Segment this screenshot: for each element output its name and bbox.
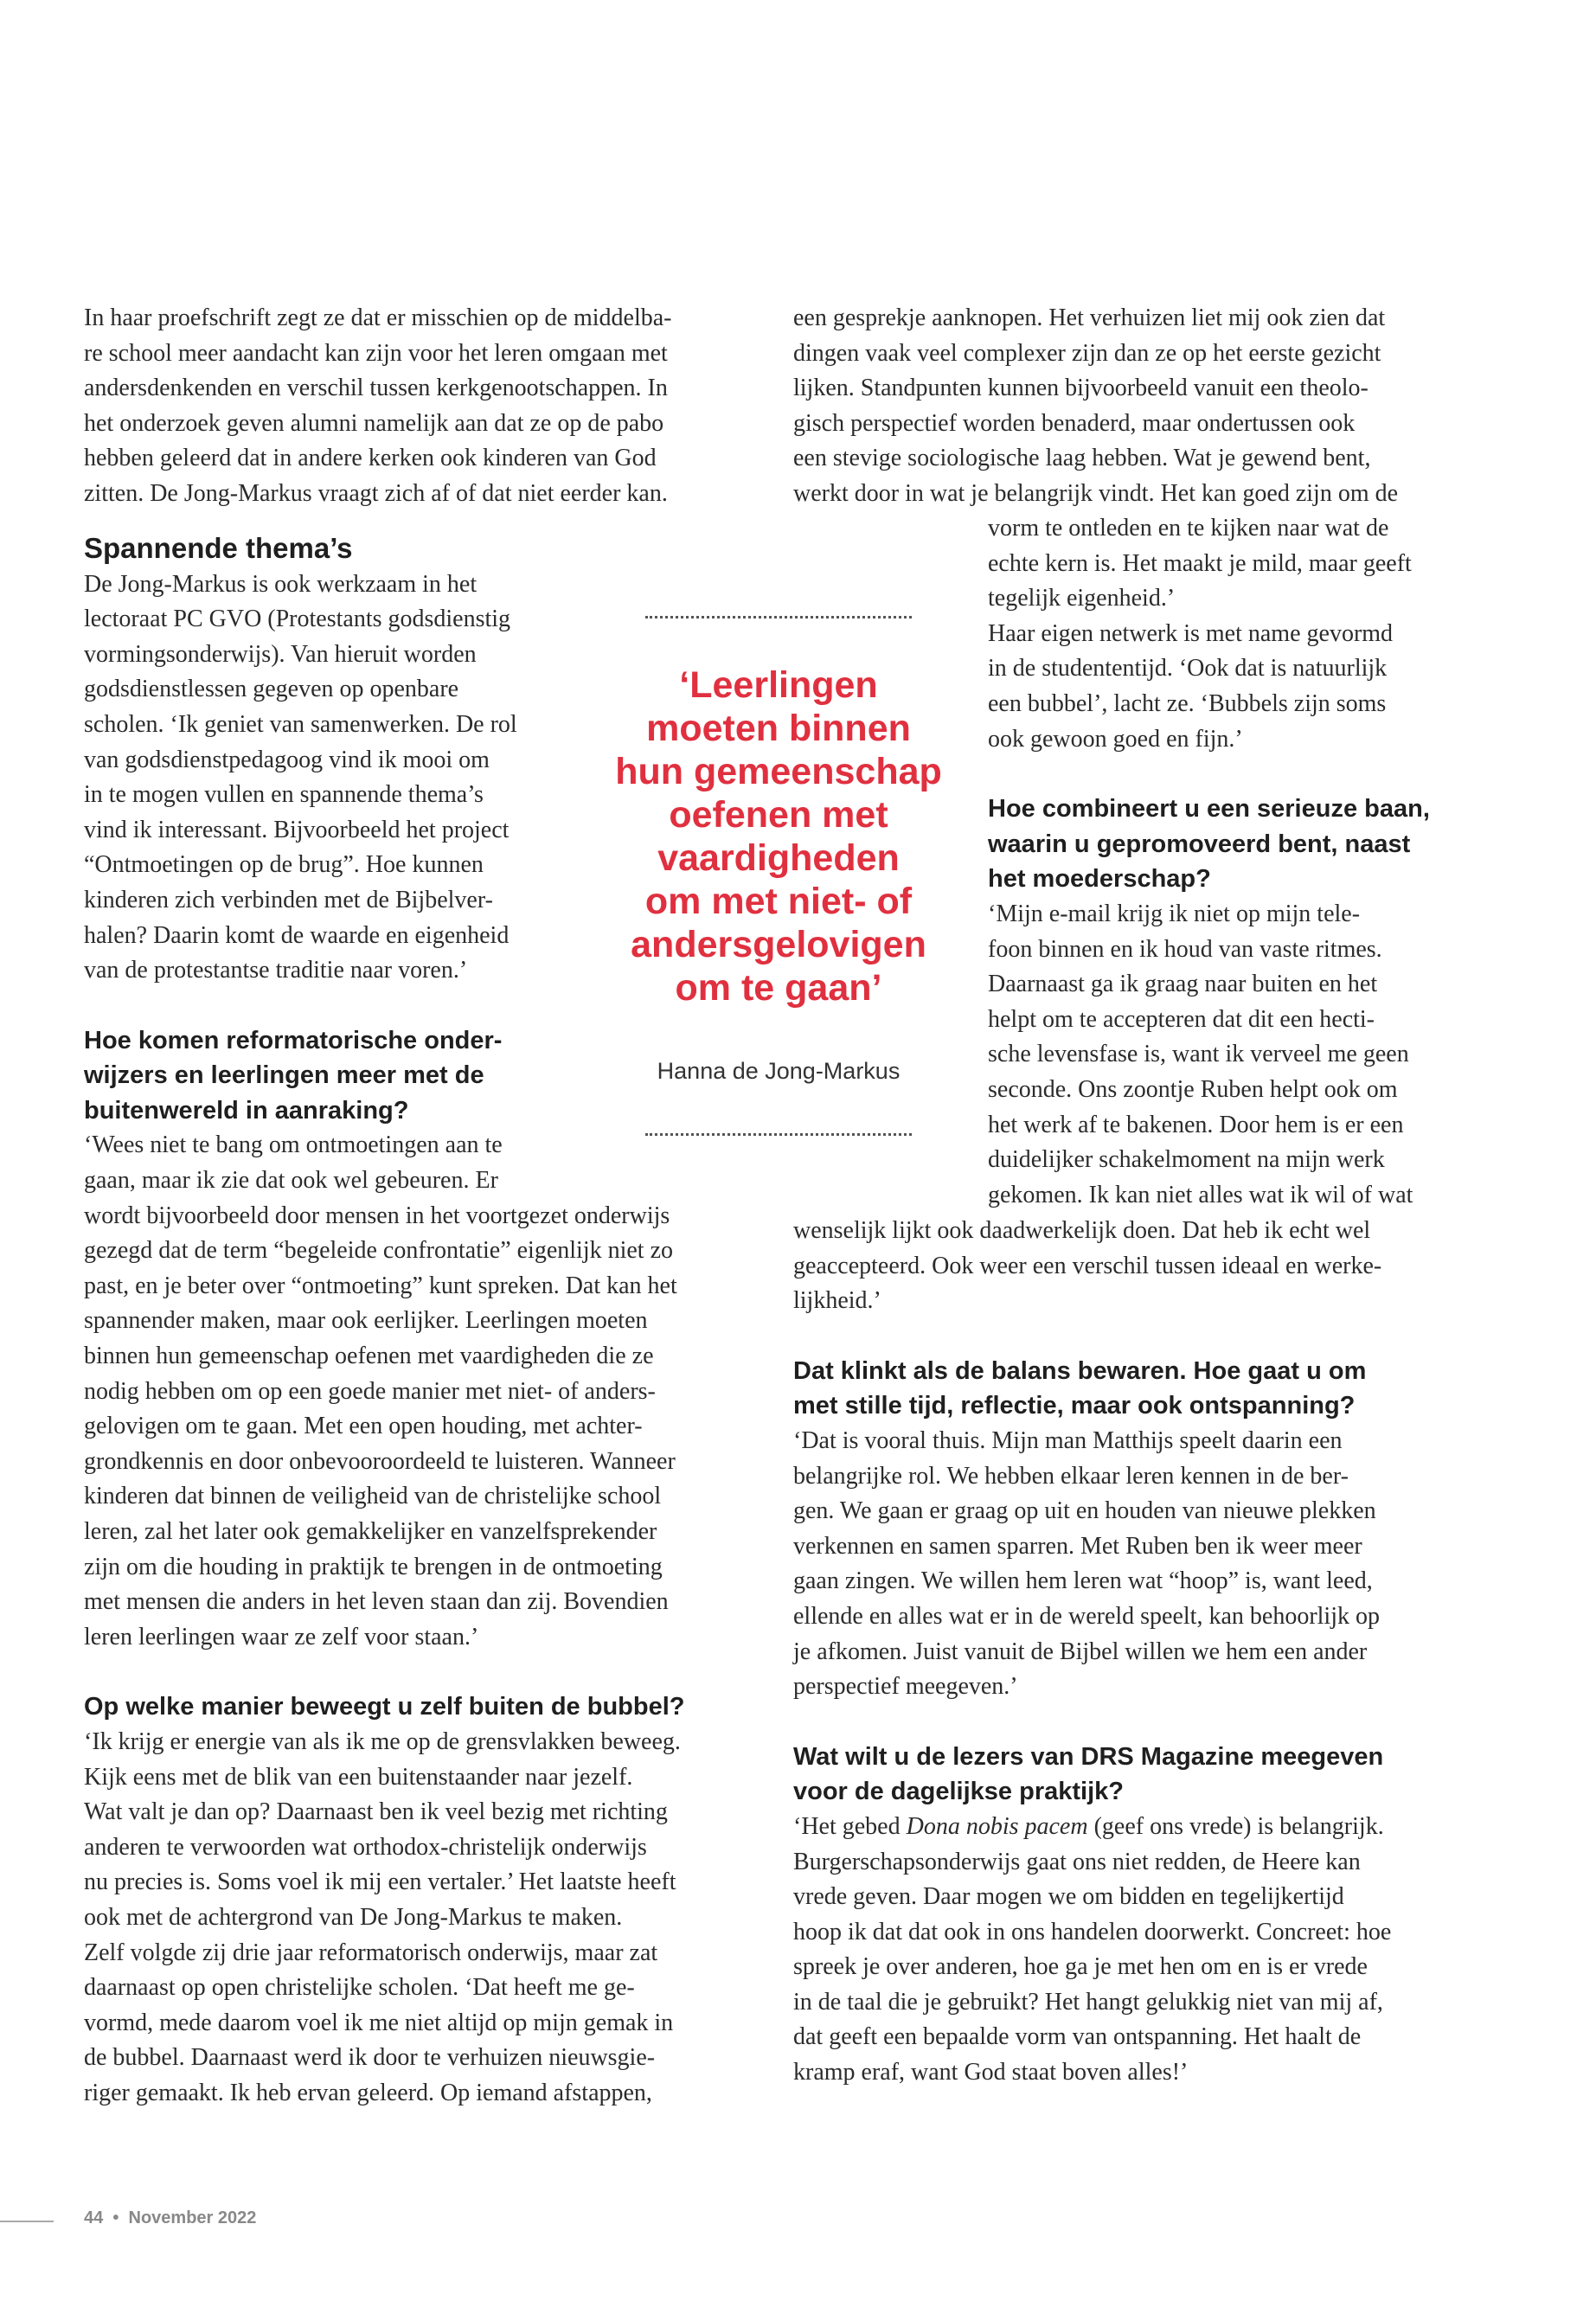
text-line: wijzers en leerlingen meer met de: [84, 1061, 484, 1090]
text-line: moeten binnen: [646, 708, 911, 749]
text-line: gelovigen om te gaan. Met een open houding, met achter-: [84, 1413, 643, 1440]
intro-paragraph: [84, 301, 767, 512]
text-line: de bubbel. Daarnaast werd ik door te verhuizen nieuwsgie-: [84, 2044, 656, 2072]
text-line: kramp eraf, want God staat boven alles!’: [793, 2059, 1189, 2086]
text-line: scholen. ‘Ik geniet van samenwerken. De rol: [84, 710, 517, 738]
text-line: gisch perspectief worden benaderd, maar ondertussen ook: [793, 409, 1356, 437]
pull-quote-attribution: Hanna de Jong-Markus: [657, 1058, 901, 1084]
footer-text: [84, 2208, 256, 2228]
text-line: Daarnaast ga ik graag naar buiten en het: [988, 971, 1378, 998]
text-line: met stille tijd, reflectie, maar ook ontspanning?: [793, 1392, 1356, 1420]
text-line: voor de dagelijkse praktijk?: [793, 1778, 1124, 1806]
section6-first-line: ‘Het gebed Dona nobis pacem (geef ons vrede) is belangrijk.: [793, 1812, 1384, 1840]
pull-quote-bottom-divider: [645, 1133, 912, 1136]
text-line: kinderen zich verbinden met de Bijbelver-: [84, 886, 493, 913]
section2-paragraph-narrow: [84, 1128, 767, 1198]
text-line: andersgelovigen: [631, 924, 926, 965]
question-heading-3: [988, 792, 1542, 897]
text-line: leren, zal het later ook gemakkelijker en vanzelfsprekender: [84, 1518, 657, 1545]
text-line: Wat wilt u de lezers van DRS Magazine meegeven: [793, 1742, 1384, 1771]
text-line: foon binnen en ik houd van vaste ritmes.: [988, 935, 1382, 963]
text-line: riger gemaakt. Ik heb ervan geleerd. Op iemand afstappen,: [84, 2079, 652, 2106]
text-line: vaardigheden: [657, 837, 900, 879]
text-line: In haar proefschrift zegt ze dat er misschien op de middelba-: [84, 304, 672, 331]
footer-separator: •: [112, 2208, 119, 2227]
text-line: ‘Mijn e-mail krijg ik niet op mijn tele-: [988, 900, 1361, 927]
text-line: buitenwereld in aanraking?: [84, 1096, 409, 1125]
continued-paragraph-narrow: [988, 511, 1542, 757]
text-line: het moederschap?: [988, 865, 1211, 894]
page-number: 44: [84, 2208, 104, 2227]
text-line: wordt bijvoorbeeld door mensen in het voortgezet onderwijs: [84, 1202, 670, 1229]
text-line: vormingsonderwijs). Van hieruit worden: [84, 640, 477, 668]
text-line: in de studententijd. ‘Ook dat is natuurlijk: [988, 655, 1388, 683]
text-line: geaccepteerd. Ook weer een verschil tussen ideaal en werke-: [793, 1252, 1382, 1279]
text-line: De Jong-Markus is ook werkzaam in het: [84, 570, 478, 598]
text-line: kinderen dat binnen de veiligheid van de christelijke school: [84, 1483, 662, 1510]
text-line: vrede geven. Daar mogen we om bidden en tegelijkertijd: [793, 1883, 1344, 1911]
text-line: re school meer aandacht kan zijn voor het leren omgaan met: [84, 339, 668, 367]
text-line: lijkheid.’: [793, 1287, 881, 1315]
text-line: Wat valt je dan op? Daarnaast ben ik veel bezig met richting: [84, 1798, 668, 1826]
text-line: nu precies is. Soms voel ik mij een vertaler.’ Het laatste heeft: [84, 1868, 676, 1896]
text-line: binnen hun gemeenschap oefenen met vaardigheden die ze: [84, 1343, 654, 1370]
text-line: hebben geleerd dat in andere kerken ook kinderen van God: [84, 445, 657, 472]
text-line: het onderzoek geven alumni namelijk aan dat ze op de pabo: [84, 409, 664, 437]
text-line: Haar eigen netwerk is met name gevormd: [988, 619, 1394, 647]
text-line: van de protestantse traditie naar voren.’: [84, 957, 468, 984]
text-line: het werk af te bakenen. Door hem is er een: [988, 1111, 1404, 1138]
text-line: helpt om te accepteren dat dit een hecti-: [988, 1005, 1375, 1033]
section-heading-spannende-themas: Spannende thema’s: [84, 531, 353, 564]
text-line: dingen vaak veel complexer zijn dan ze op het eerste gezicht: [793, 339, 1381, 367]
text-line: vind ik interessant. Bijvoorbeeld het project: [84, 816, 510, 843]
text-line: ‘Leerlingen: [679, 664, 878, 706]
text-line: met mensen die anders in het leven staan dan zij. Bovendien: [84, 1588, 669, 1616]
text-line: seconde. Ons zoontje Ruben helpt ook om: [988, 1075, 1398, 1103]
question-heading-5: [793, 1740, 1511, 1810]
text-line: gen. We gaan er graag op uit en houden van nieuwe plekken: [793, 1497, 1376, 1525]
text-line: sche levensfase is, want ik verveel me geen: [988, 1041, 1409, 1068]
text-line: Dat klinkt als de balans bewaren. Hoe gaat u om: [793, 1356, 1367, 1385]
text-line: zijn om die houding in praktijk te brengen in de ontmoeting: [84, 1553, 663, 1580]
text-line: een bubbel’, lacht ze. ‘Bubbels zijn soms: [988, 689, 1387, 717]
text-line: Kijk eens met de blik van een buitenstaander naar jezelf.: [84, 1763, 633, 1791]
text-line: ‘Wees niet te bang om ontmoetingen aan te: [84, 1131, 503, 1159]
text-line: werkt door in wat je belangrijk vindt. Het kan goed zijn om de: [793, 479, 1399, 507]
right-column-narrow: [988, 511, 1542, 1213]
text-line: grondkennis en door onbevooroordeeld te luisteren. Wanneer: [84, 1447, 676, 1475]
text-line: halen? Daarin komt de waarde en eigenheid: [84, 921, 510, 949]
text-line: hoop ik dat dat ook in ons handelen doorwerkt. Concreet: hoe: [793, 1918, 1392, 1945]
text-line: in te mogen vullen en spannende thema’s: [84, 781, 484, 809]
text-line: gaan, maar ik zie dat ook wel gebeuren. Er: [84, 1167, 498, 1195]
text-line: nodig hebben om op een goede manier met niet- of anders-: [84, 1377, 656, 1405]
text-line: om met niet- of: [644, 881, 913, 922]
text-line: lijken. Standpunten kunnen bijvoorbeeld vanuit een theolo-: [793, 375, 1368, 402]
text-line: oefenen met: [669, 794, 888, 836]
text-line: spreek je over anderen, hoe ga je met hen om en is er vrede: [793, 1953, 1368, 1981]
text-line: tegelijk eigenheid.’: [988, 585, 1176, 612]
text-line: dat geeft een bepaalde vorm van ontspanning. Het haalt de: [793, 2023, 1362, 2051]
text-line: wenselijk lijkt ook daadwerkelijk doen. Dat heb ik echt wel: [793, 1217, 1371, 1244]
text-line: om te gaan’: [675, 967, 882, 1009]
text-line: waarin u gepromoveerd bent, naast: [988, 830, 1411, 858]
text-line: een gesprekje aanknopen. Het verhuizen liet mij ook zien dat: [793, 304, 1386, 331]
text-line: verkennen en samen sparren. Met Ruben ben ik weer meer: [793, 1532, 1362, 1560]
text-line: vormd, mede daarom voel ik me niet altijd op mijn gemak in: [84, 2009, 674, 2036]
text-line: echte kern is. Het maakt je mild, maar geeft: [988, 549, 1412, 577]
text-line: perspectief meegeven.’: [793, 1673, 1018, 1701]
text-line: “Ontmoetingen op de brug”. Hoe kunnen: [84, 851, 484, 879]
text-line: lectoraat PC GVO (Protestants godsdienstig: [84, 606, 511, 633]
text-line: belangrijke rol. We hebben elkaar leren kennen in de ber-: [793, 1462, 1349, 1490]
text-line: van godsdienstpedagoog vind ik mooi om: [84, 746, 490, 773]
text-line: vorm te ontleden en te kijken naar wat de: [988, 515, 1389, 542]
continued-paragraph-wide: [793, 301, 1511, 512]
issue-date: November 2022: [128, 2208, 257, 2227]
text-line: zitten. De Jong-Markus vraagt zich af of dat niet eerder kan.: [84, 479, 668, 507]
right-column-wide: [793, 301, 1511, 512]
text-line: een stevige sociologische laag hebben. Wat je gewend bent,: [793, 445, 1371, 472]
section5-paragraph: [793, 1424, 1511, 1705]
left-column: [84, 301, 767, 2112]
text-line: gekomen. Ik kan niet alles wat ik wil of wat: [988, 1181, 1413, 1208]
text-line: gezegd dat de term “begeleide confrontatie” eigenlijk niet zo: [84, 1237, 674, 1265]
text-line: leren leerlingen waar ze zelf voor staan.’: [84, 1623, 479, 1650]
text-line: godsdienstlessen gegeven op openbare: [84, 676, 459, 703]
text-line: ook met de achtergrond van De Jong-Markus te maken.: [84, 1903, 623, 1931]
section4-paragraph: [793, 1214, 1511, 1319]
text-line: anderen te verwoorden wat orthodox-christelijk onderwijs: [84, 1833, 647, 1861]
section4-paragraph-narrow: [988, 897, 1542, 1213]
text-line: ook gewoon goed en fijn.’: [988, 725, 1243, 753]
text-line: Burgerschapsonderwijs gaat ons niet redden, de Heere kan: [793, 1848, 1361, 1875]
section3-paragraph: [84, 1725, 767, 2112]
pull-quote: [606, 616, 952, 1136]
right-column-lower: [793, 1214, 1511, 2091]
question-heading-4: [793, 1354, 1511, 1424]
pull-quote-text: [606, 663, 952, 1009]
prayer-title-italic: Dona nobis pacem: [906, 1812, 1088, 1840]
text-line: hun gemeenschap: [615, 751, 942, 792]
section2-paragraph: [84, 1199, 767, 1656]
footer-rule: [0, 2221, 54, 2222]
text-line: past, en je beter over “ontmoeting” kunt spreken. Dat kan het: [84, 1272, 677, 1299]
text-line: andersdenkenden en verschil tussen kerkgenootschappen. In: [84, 375, 668, 402]
text-line: ‘Ik krijg er energie van als ik me op de grensvlakken beweeg.: [84, 1727, 681, 1755]
text-line: je afkomen. Juist vanuit de Bijbel willen we hem een ander: [793, 1638, 1368, 1665]
section6-paragraph: [793, 1845, 1511, 2091]
text-line: in de taal die je gebruikt? Het hangt gelukkig niet van mij af,: [793, 1988, 1383, 2016]
text-line: spannender maken, maar ook eerlijker. Leerlingen moeten: [84, 1307, 648, 1335]
text-line: duidelijker schakelmoment na mijn werk: [988, 1146, 1385, 1174]
text-line: gaan zingen. We willen hem leren wat “hoop” is, want leed,: [793, 1567, 1373, 1595]
text-line: Hoe komen reformatorische onder-: [84, 1026, 503, 1054]
text-line: ‘Dat is vooral thuis. Mijn man Matthijs speelt daarin een: [793, 1426, 1343, 1454]
text-line: daarnaast op open christelijke scholen. ‘Dat heeft me ge-: [84, 1974, 635, 2002]
text-line: Zelf volgde zij drie jaar reformatorisch onderwijs, maar zat: [84, 1939, 658, 1966]
text-line: Hoe combineert u een serieuze baan,: [988, 795, 1430, 824]
text-line: ellende en alles wat er in de wereld speelt, kan behoorlijk op: [793, 1602, 1380, 1630]
pull-quote-top-divider: [645, 616, 912, 619]
question-heading-2: Op welke manier beweegt u zelf buiten de bubbel?: [84, 1693, 685, 1721]
